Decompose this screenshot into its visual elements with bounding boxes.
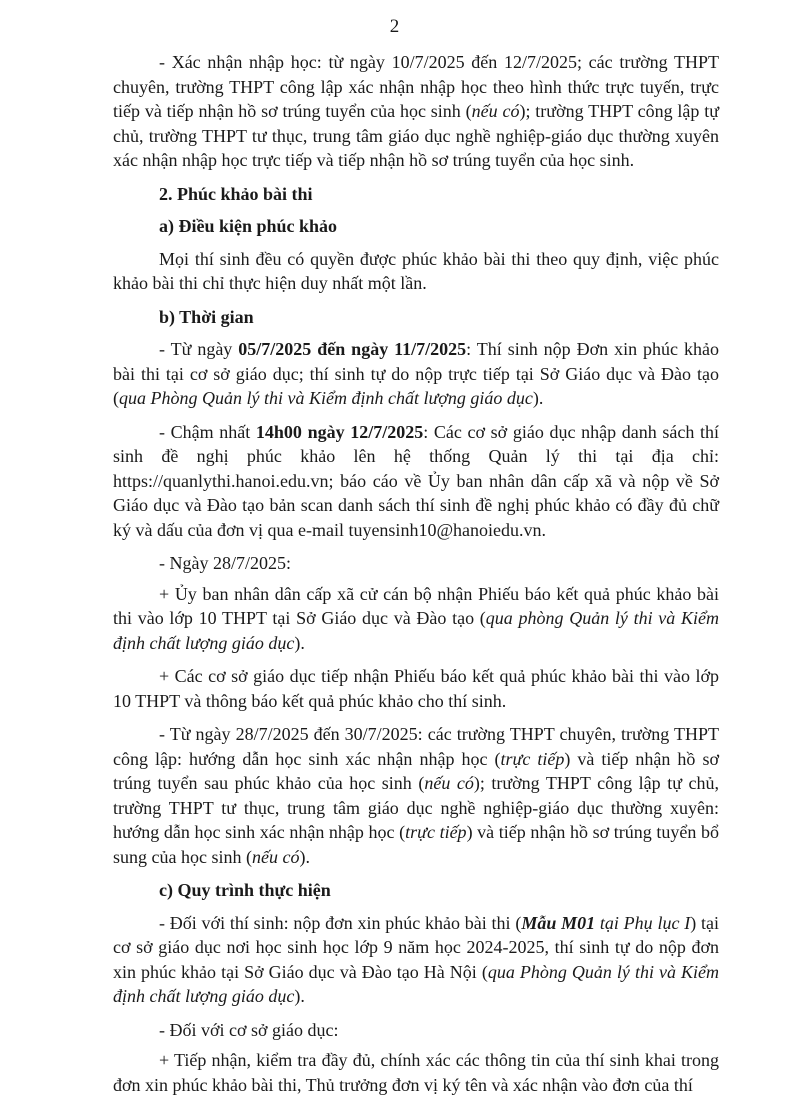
text-run: - Đối với cơ sở giáo dục: <box>159 1019 339 1040</box>
text-run: qua Phòng Quản lý thi và Kiểm định chất lượng giáo dục <box>119 388 533 408</box>
text-run: trực tiếp <box>500 748 565 769</box>
text-run: - Từ ngày <box>159 339 239 359</box>
text-run: + Các cơ sở giáo dục tiếp nhận Phiếu báo kết quả phúc khảo bài thi vào lớp 10 THPT và thông báo kết quả phúc khảo cho thí sinh. <box>113 666 719 711</box>
document-body <box>113 50 719 1106</box>
paragraph <box>113 722 719 869</box>
text-run: ). <box>294 632 305 653</box>
section-heading <box>113 305 719 330</box>
text-run: nếu có <box>424 773 474 793</box>
section-heading <box>113 182 719 207</box>
text-run: ) và tiếp nhận hồ sơ trúng tuyển sau phúc khảo của học sinh ( <box>113 748 719 793</box>
paragraph <box>113 551 719 576</box>
text-run: + Ủy ban nhân dân cấp xã cử cán bộ nhận Phiếu báo kết quả phúc khảo bài thi vào lớp 10 THPT tại Sở Giáo dục và Đào tạo ( <box>113 583 719 628</box>
text-run: - Chậm nhất <box>159 421 256 442</box>
text-run: tại Phụ lục I <box>595 912 691 933</box>
text-run: ) tại cơ sở giáo dục nơi học sinh học lớp 9 năm học 2024-2025, thí sinh tự do nộp đơn xin phúc khảo tại Sở Giáo dục và Đào tạo Hà Nội ( <box>113 912 719 982</box>
text-run: a) Điều kiện phúc khảo <box>159 216 338 236</box>
text-run: - Ngày 28/7/2025: <box>159 553 291 573</box>
paragraph <box>113 1048 719 1097</box>
page-number: 2 <box>389 16 400 37</box>
text-run: nếu có <box>471 101 520 121</box>
text-run: - Đối với thí sinh: nộp đơn xin phúc khảo bài thi ( <box>159 912 522 933</box>
text-run: 14h00 ngày 12/7/2025 <box>255 421 424 442</box>
text-run: qua phòng Quản lý thi và Kiểm định chất lượng giáo dục <box>113 608 719 653</box>
paragraph <box>113 50 719 173</box>
text-run: trực tiếp <box>405 822 467 842</box>
section-heading <box>113 878 719 903</box>
paragraph <box>113 420 719 543</box>
text-run: ); trường THPT công lập tự chủ, trường THPT tư thục, trung tâm giáo dục nghề nghiệp-giáo dục thường xuyên: hướng dẫn học sinh xác nhận nhập học ( <box>113 773 719 842</box>
text-run: : Các cơ sở giáo dục nhập danh sách thí sinh đề nghị phúc khảo lên hệ thống Quản lý thi tại địa chỉ: https://quanlythi.hanoi.edu.vn; báo cáo về Ủy ban nhân dân cấp xã và nộp về Sở Giáo dục và Đào tạo bản scan danh sách thí sinh đề nghị phúc khảo có đầy đủ chữ ký và dấu của đơn vị qua e-mail tuyensinh10@hanoiedu.vn. <box>113 421 719 540</box>
text-run: nếu có <box>251 846 300 867</box>
text-run: 2. Phúc khảo bài thi <box>159 183 313 204</box>
paragraph <box>113 911 719 1009</box>
section-heading <box>113 214 719 239</box>
text-run: + Tiếp nhận, kiểm tra đầy đủ, chính xác các thông tin của thí sinh khai trong đơn xin phúc khảo bài thi, Thủ trưởng đơn vị ký tên và xác nhận vào đơn của thí <box>113 1050 719 1095</box>
paragraph <box>113 582 719 656</box>
paragraph <box>113 1018 719 1043</box>
paragraph <box>113 337 719 411</box>
text-run: - Xác nhận nhập học: từ ngày 10/7/2025 đến 12/7/2025; các trường THPT chuyên, trường THPT công lập xác nhận nhập học theo hình thức trực tuyến, trực tiếp và tiếp nhận hồ sơ trúng tuyển của học sinh ( <box>113 52 719 121</box>
text-run: ) và tiếp nhận hồ sơ trúng tuyển bổ sung của học sinh ( <box>113 822 719 867</box>
paragraph <box>113 664 719 713</box>
text-run: ). <box>294 986 305 1006</box>
text-run: ); trường THPT công lập tự chủ, trường THPT tư thục, trung tâm giáo dục nghề nghiệp-giáo dục thường xuyên xác nhận nhập học trực tiếp và tiếp nhận hồ sơ trúng tuyển của học sinh. <box>113 101 720 170</box>
text-run: ). <box>532 388 544 408</box>
text-run: ). <box>299 846 310 867</box>
text-run: - Từ ngày 28/7/2025 đến 30/7/2025: các trường THPT chuyên, trường THPT công lập: hướng dẫn học sinh xác nhận nhập học ( <box>113 724 719 769</box>
text-run: Mẫu M01 <box>521 912 596 933</box>
text-run: : Thí sinh nộp Đơn xin phúc khảo bài thi tại cơ sở giáo dục; thí sinh tự do nộp trực tiếp tại Sở Giáo dục và Đào tạo ( <box>113 339 719 408</box>
text-run: qua Phòng Quản lý thi và Kiểm định chất lượng giáo dục <box>113 961 719 1006</box>
paragraph <box>113 247 719 296</box>
text-run: Mọi thí sinh đều có quyền được phúc khảo bài thi theo quy định, việc phúc khảo bài thi chỉ thực hiện duy nhất một lần. <box>113 248 719 293</box>
text-run: c) Quy trình thực hiện <box>159 880 331 900</box>
text-run: 05/7/2025 đến ngày 11/7/2025 <box>238 339 467 359</box>
text-run: b) Thời gian <box>159 306 254 327</box>
